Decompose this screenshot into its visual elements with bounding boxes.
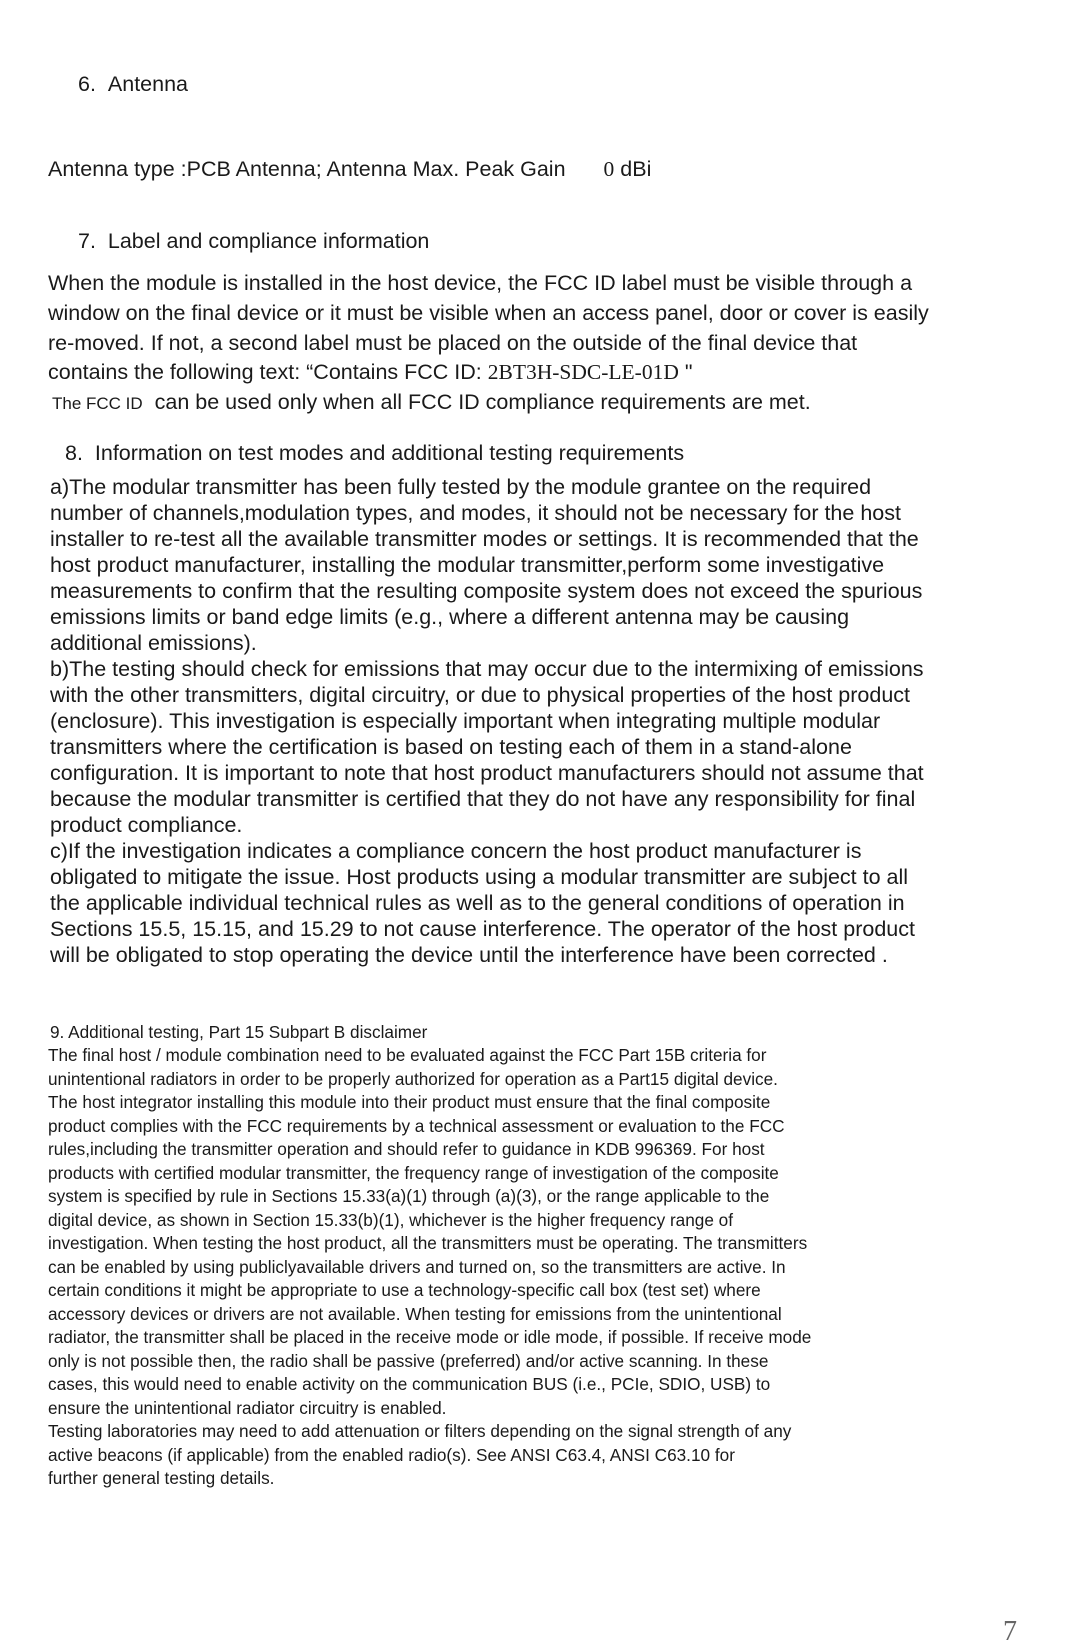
section-8-line: installer to re-test all the available transmitter modes or settings. It is recommended that the <box>50 527 919 551</box>
section-6-number: 6. <box>78 72 96 96</box>
section-8-line: the applicable individual technical rules as well as to the general conditions of operation in <box>50 891 905 915</box>
section-8-line: a)The modular transmitter has been fully tested by the module grantee on the required <box>50 475 872 499</box>
section-9-line: radiator, the transmitter shall be placed in the receive mode or idle mode, if possible. If receive mode <box>48 1327 812 1347</box>
section-7-line: window on the final device or it must be visible when an access panel, door or cover is easily <box>48 301 929 325</box>
section-8-line: (enclosure). This investigation is especially important when integrating multiple modular <box>50 709 881 733</box>
section-9-line: The host integrator installing this module into their product must ensure that the final composite <box>48 1092 771 1112</box>
section-8-line: because the modular transmitter is certified that they do not have any responsibility for final <box>50 787 916 811</box>
section-9-heading: 9. Additional testing, Part 15 Subpart B disclaimer <box>50 1022 428 1042</box>
antenna-info-line <box>48 156 651 182</box>
section-8-line: Sections 15.5, 15.15, and 15.29 to not cause interference. The operator of the host product <box>50 917 915 941</box>
section-9-line: ensure the unintentional radiator circuitry is enabled. <box>48 1398 447 1418</box>
section-9-line: accessory devices or drivers are not available. When testing for emissions from the unintentional <box>48 1304 782 1324</box>
section-9-line: cases, this would need to enable activity on the communication BUS (i.e., PCIe, SDIO, USB) to <box>48 1374 771 1394</box>
section-9-line: product complies with the FCC requirements by a technical assessment or evaluation to the FCC <box>48 1116 785 1136</box>
section-8-line: emissions limits or band edge limits (e.g., where a different antenna may be causing <box>50 605 850 629</box>
section-8-line: host product manufacturer, installing the modular transmitter,perform some investigative <box>50 553 885 577</box>
section-8-line: b)The testing should check for emissions that may occur due to the intermixing of emissions <box>50 657 924 681</box>
section-8-line: number of channels,modulation types, and modes, it should not be necessary for the host <box>50 501 901 525</box>
section-8-line: configuration. It is important to note that host product manufacturers should not assume that <box>50 761 924 785</box>
fcc-id-label: The FCC ID <box>52 394 143 413</box>
section-8-line: product compliance. <box>50 813 243 837</box>
fcc-id-value: 2BT3H-SDC-LE-01D <box>487 360 679 384</box>
contains-prefix: contains the following text: “Contains FCC ID: <box>48 360 488 384</box>
section-8-line: additional emissions). <box>50 631 257 655</box>
section-8-heading <box>65 440 684 466</box>
section-7-line: When the module is installed in the host device, the FCC ID label must be visible through a <box>48 271 913 295</box>
contains-suffix: " <box>678 360 693 384</box>
section-9-line: can be enabled by using publiclyavailable drivers and turned on, so the transmitters are active. In <box>48 1257 786 1277</box>
section-9-line: only is not possible then, the radio shall be passive (preferred) and/or active scanning. In these <box>48 1351 769 1371</box>
section-9-line: rules,including the transmitter operation and should refer to guidance in KDB 996369. For host <box>48 1139 765 1159</box>
section-9-line: The final host / module combination need to be evaluated against the FCC Part 15B criteria for <box>48 1045 767 1065</box>
section-9-line: unintentional radiators in order to be properly authorized for operation as a Part15 digital device. <box>48 1069 778 1089</box>
section-7-heading <box>78 228 429 254</box>
antenna-type-text: Antenna type :PCB Antenna; Antenna Max. Peak Gain <box>48 157 566 181</box>
section-8-line: will be obligated to stop operating the device until the interference have been corrected . <box>50 943 888 967</box>
section-8-title: Information on test modes and additional testing requirements <box>94 441 685 465</box>
section-8-line: transmitters where the certification is based on testing each of them in a stand-alone <box>50 735 852 759</box>
section-9-line: products with certified modular transmitter, the frequency range of investigation of the composite <box>48 1163 779 1183</box>
section-8-line: with the other transmitters, digital circuitry, or due to physical properties of the host product <box>50 683 910 707</box>
antenna-gain-unit: dBi <box>620 157 652 181</box>
section-9-line: system is specified by rule in Sections 15.33(a)(1) through (a)(3), or the range applicable to the <box>48 1186 770 1206</box>
section-8-line: obligated to mitigate the issue. Host products using a modular transmitter are subject to all <box>50 865 909 889</box>
section-8-line: measurements to confirm that the resulting composite system does not exceed the spurious <box>50 579 923 603</box>
section-9-line: further general testing details. <box>48 1468 275 1488</box>
section-7-line: re-moved. If not, a second label must be placed on the outside of the final device that <box>48 331 858 355</box>
fcc-id-usage-line <box>52 389 811 417</box>
section-9-line: certain conditions it might be appropriate to use a technology-specific call box (test set) where <box>48 1280 761 1300</box>
fcc-id-usage-text: can be used only when all FCC ID compliance requirements are met. <box>154 390 811 414</box>
antenna-gain-value: 0 <box>603 157 615 181</box>
section-6-heading <box>78 71 188 97</box>
section-8-number: 8. <box>65 441 83 465</box>
section-9-line: active beacons (if applicable) from the enabled radio(s). See ANSI C63.4, ANSI C63.10 for <box>48 1445 735 1465</box>
section-7-title: Label and compliance information <box>107 229 430 253</box>
page-number: 7 <box>1003 1616 1017 1647</box>
section-8-line: c)If the investigation indicates a compliance concern the host product manufacturer is <box>50 839 862 863</box>
section-9-line: Testing laboratories may need to add attenuation or filters depending on the signal strength of any <box>48 1421 792 1441</box>
section-6-title: Antenna <box>107 72 188 96</box>
section-9-line: investigation. When testing the host product, all the transmitters must be operating. The transmitters <box>48 1233 808 1253</box>
section-9-line: digital device, as shown in Section 15.33(b)(1), whichever is the higher frequency range of <box>48 1210 734 1230</box>
contains-fcc-id-line <box>48 359 692 385</box>
section-7-number: 7. <box>78 229 96 253</box>
